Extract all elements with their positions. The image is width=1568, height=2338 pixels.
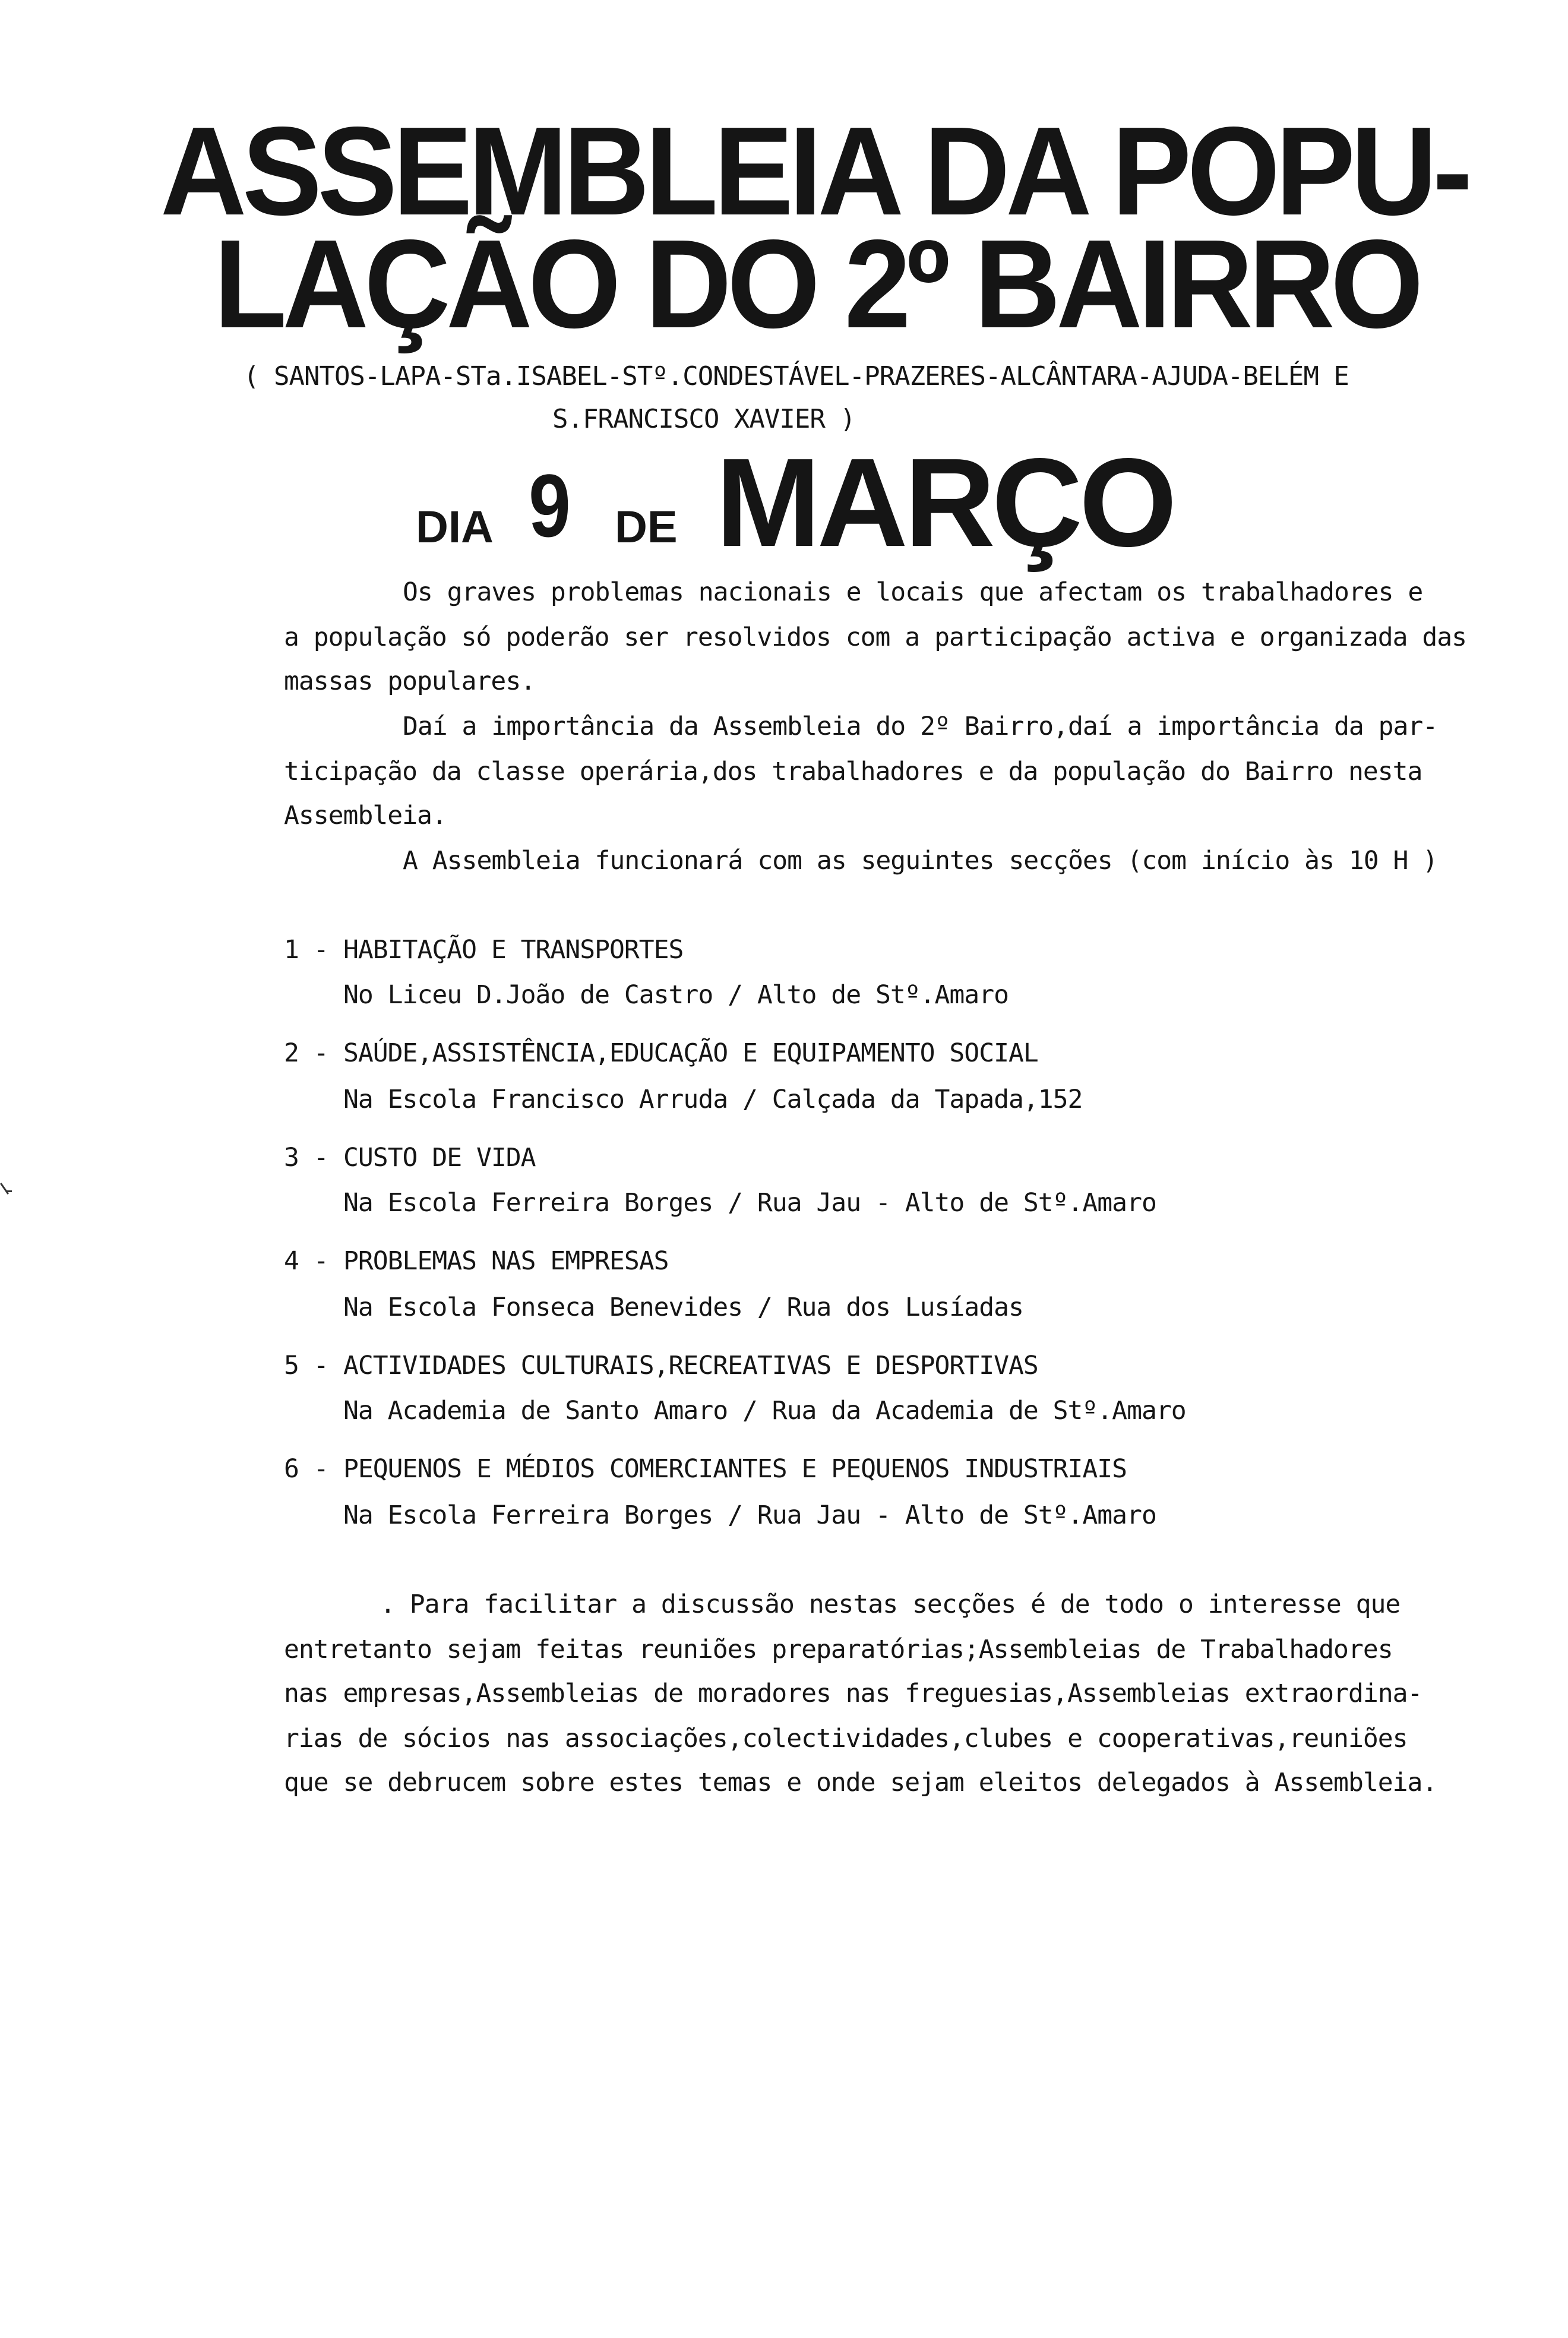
section-number: 1 - [284, 935, 328, 965]
parishes-list-line-1: ( SANTOS-LAPA-STa.ISABEL-STº.CONDESTÁVEL-PRAZERES-ALCÂNTARA-AJUDA-BELÉM E [244, 361, 1349, 391]
intro-line: ticipação da classe operária,dos trabalhadores e da população do Bairro nesta [284, 757, 1422, 786]
section-title: ACTIVIDADES CULTURAIS,RECREATIVAS E DESPORTIVAS [343, 1351, 1038, 1380]
closing-line: nas empresas,Assembleias de moradores nas freguesias,Assembleias extraordina- [284, 1679, 1422, 1708]
intro-line: a população só poderão ser resolvidos com a participação activa e organizada das [284, 623, 1467, 652]
date-month: MARÇO [716, 432, 1174, 573]
parishes-list-line-2: S.FRANCISCO XAVIER ) [552, 404, 855, 434]
section-heading [284, 1145, 536, 1171]
section-location: Na Academia de Santo Amaro / Rua da Academia de Stº.Amaro [343, 1396, 1186, 1426]
title-line-1: ASSEMBLEIA DA POPU- [160, 100, 1468, 241]
intro-line: A Assembleia funcionará com as seguintes secções (com início às 10 H ) [403, 846, 1438, 876]
section-location: Na Escola Fonseca Benevides / Rua dos Lusíadas [343, 1293, 1023, 1322]
closing-line: que se debrucem sobre estes temas e onde sejam eleitos delegados à Assembleia. [284, 1768, 1437, 1797]
closing-line: . Para facilitar a discussão nestas secções é de todo o interesse que [380, 1590, 1401, 1619]
title-line-2: LAÇÃO DO 2º BAIRRO [214, 213, 1420, 354]
intro-line: massas populares. [284, 666, 536, 696]
section-location: Na Escola Ferreira Borges / Rua Jau - Alto de Stº.Amaro [343, 1500, 1156, 1530]
closing-line: rias de sócios nas associações,colectividades,clubes e cooperativas,reuniões [284, 1724, 1408, 1754]
closing-line: entretanto sejam feitas reuniões preparatórias;Assembleias de Trabalhadores [284, 1635, 1393, 1664]
scan-mark [0, 1183, 9, 1195]
section-location: No Liceu D.João de Castro / Alto de Stº.Amaro [343, 980, 1009, 1010]
section-title: HABITAÇÃO E TRANSPORTES [343, 935, 684, 965]
section-heading [284, 1353, 1038, 1379]
section-location: Na Escola Francisco Arruda / Calçada da Tapada,152 [343, 1085, 1083, 1114]
date-connector: DE [615, 502, 678, 552]
section-title: SAÚDE,ASSISTÊNCIA,EDUCAÇÃO E EQUIPAMENTO SOCIAL [343, 1038, 1038, 1068]
section-title: PROBLEMAS NAS EMPRESAS [343, 1246, 669, 1276]
intro-line: Assembleia. [284, 801, 447, 830]
scan-mark [6, 1190, 12, 1192]
date-prefix: DIA [416, 502, 494, 552]
section-number: 3 - [284, 1143, 328, 1173]
section-location: Na Escola Ferreira Borges / Rua Jau - Alto de Stº.Amaro [343, 1188, 1156, 1218]
intro-line: Daí a importância da Assembleia do 2º Bairro,daí a importância da par- [403, 712, 1438, 741]
section-number: 5 - [284, 1351, 328, 1380]
section-heading [284, 937, 683, 963]
section-heading [284, 1246, 669, 1276]
section-title: CUSTO DE VIDA [343, 1143, 536, 1173]
intro-line: Os graves problemas nacionais e locais que afectam os trabalhadores e [403, 577, 1423, 607]
date-day: 9 [529, 456, 571, 555]
section-number: 6 - [284, 1454, 328, 1484]
section-number: 2 - [284, 1038, 328, 1068]
section-title: PEQUENOS E MÉDIOS COMERCIANTES E PEQUENOS INDUSTRIAIS [343, 1454, 1127, 1484]
section-heading [284, 1038, 1038, 1068]
section-number: 4 - [284, 1246, 328, 1276]
section-heading [284, 1456, 1127, 1482]
